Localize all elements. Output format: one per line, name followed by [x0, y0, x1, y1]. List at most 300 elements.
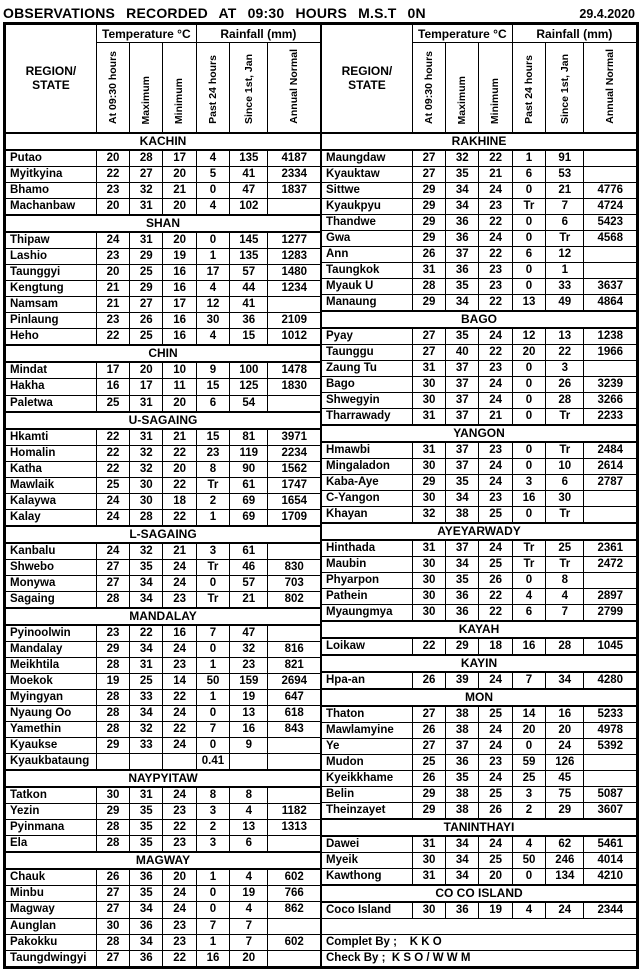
station-name: Kyaukse	[6, 738, 97, 754]
station-row	[322, 787, 637, 803]
value-cell: Tr	[196, 477, 229, 493]
report-title: OBSERVATIONS RECORDED AT 09:30 HOURS M.S.T 0N	[3, 5, 426, 21]
station-row	[322, 672, 637, 689]
value-cell: 31	[412, 869, 445, 886]
value-cell: 61	[230, 477, 268, 493]
section-title: MAGWAY	[6, 852, 321, 869]
value-cell: Tr	[546, 442, 584, 459]
value-cell: 3607	[584, 803, 637, 820]
station-name: Mudon	[322, 755, 413, 771]
value-cell: 38	[446, 803, 479, 820]
value-cell: 618	[268, 706, 321, 722]
station-name: Minbu	[6, 886, 97, 902]
value-cell: 57	[230, 575, 268, 591]
titlebar	[3, 2, 637, 21]
station-row	[6, 820, 321, 836]
value-cell: 16	[230, 722, 268, 738]
value-cell: 1837	[268, 183, 321, 199]
station-row	[6, 722, 321, 738]
value-cell: 8	[196, 787, 229, 804]
section-title: U-SAGAING	[6, 412, 321, 429]
section-header-row	[322, 655, 637, 672]
value-cell: 2361	[584, 540, 637, 557]
value-cell: 30	[546, 491, 584, 507]
value-cell: 30	[412, 902, 445, 919]
region-header-line1: REGION/	[341, 63, 393, 78]
value-cell: 41	[230, 167, 268, 183]
station-row	[6, 836, 321, 853]
station-row	[6, 461, 321, 477]
value-cell: 2334	[268, 167, 321, 183]
station-row	[6, 658, 321, 674]
value-cell: 36	[230, 313, 268, 329]
value-cell: 29	[96, 804, 129, 820]
value-cell: 29	[412, 295, 445, 312]
value-cell: 7	[230, 934, 268, 950]
value-cell: 47	[230, 625, 268, 642]
value-cell: 24	[163, 641, 196, 657]
station-row	[6, 738, 321, 754]
value-cell: 31	[412, 263, 445, 279]
station-row	[6, 918, 321, 934]
value-cell: 3	[196, 543, 229, 560]
value-cell: 24	[96, 509, 129, 526]
value-cell: 13	[230, 706, 268, 722]
value-cell: 100	[230, 362, 268, 379]
value-cell: 21	[96, 297, 129, 313]
value-cell	[584, 507, 637, 524]
station-name: Kengtung	[6, 281, 97, 297]
value-cell: 34	[130, 641, 163, 657]
value-cell: 1182	[268, 804, 321, 820]
station-name: Kyeikkhame	[322, 771, 413, 787]
section-title: L-SAGAING	[6, 526, 321, 543]
value-cell	[584, 263, 637, 279]
value-cell: 2233	[584, 409, 637, 426]
value-cell: 602	[268, 869, 321, 886]
station-name: Zaung Tu	[322, 361, 413, 377]
value-cell: 4	[230, 902, 268, 918]
value-cell: 24	[479, 377, 512, 393]
value-cell: 69	[230, 493, 268, 509]
value-cell: 26	[412, 247, 445, 263]
value-cell: Tr	[546, 231, 584, 247]
temperature-group-header: Temperature °C	[96, 25, 196, 43]
value-cell: 23	[163, 836, 196, 853]
value-cell: 26	[96, 869, 129, 886]
station-name: Kanbalu	[6, 543, 97, 560]
value-cell: 30	[412, 491, 445, 507]
value-cell: 29	[130, 281, 163, 297]
value-cell: 37	[446, 459, 479, 475]
station-row	[6, 199, 321, 216]
value-cell: 1	[196, 934, 229, 950]
value-cell: 16	[163, 329, 196, 346]
value-cell: 23	[96, 313, 129, 329]
value-cell	[268, 297, 321, 313]
value-cell: 22	[163, 722, 196, 738]
station-name: Thaton	[322, 706, 413, 723]
value-cell: 16	[163, 313, 196, 329]
station-row	[6, 575, 321, 591]
value-cell: Tr	[196, 591, 229, 608]
value-cell	[584, 755, 637, 771]
value-cell: 22	[479, 150, 512, 167]
value-cell: 14	[512, 706, 545, 723]
value-cell: 0	[512, 361, 545, 377]
value-cell: 5392	[584, 739, 637, 755]
value-cell: 7	[196, 625, 229, 642]
value-cell	[230, 754, 268, 771]
station-row	[6, 445, 321, 461]
value-cell: 27	[96, 950, 129, 966]
value-cell: 24	[163, 575, 196, 591]
value-cell: 7	[512, 672, 545, 689]
left-table-header	[6, 25, 321, 134]
value-cell: 16	[163, 281, 196, 297]
value-cell: 25	[479, 853, 512, 869]
value-cell: 25	[412, 755, 445, 771]
value-cell: 8	[546, 573, 584, 589]
value-cell: 26	[479, 573, 512, 589]
section-title: YANGON	[322, 425, 637, 442]
value-cell: Tr	[546, 557, 584, 573]
value-cell: 25	[96, 477, 129, 493]
value-cell: 28	[96, 591, 129, 608]
value-cell: 30	[412, 589, 445, 605]
value-cell: 27	[412, 739, 445, 755]
value-cell: 22	[96, 429, 129, 446]
station-row	[322, 231, 637, 247]
value-cell: 0	[512, 279, 545, 295]
value-cell: 23	[479, 491, 512, 507]
value-cell: 22	[163, 820, 196, 836]
value-cell: 20	[130, 362, 163, 379]
station-name: Monywa	[6, 575, 97, 591]
station-name: Taungkok	[322, 263, 413, 279]
value-cell: 27	[96, 902, 129, 918]
station-row	[322, 361, 637, 377]
value-cell	[163, 754, 196, 771]
value-cell: 14	[163, 674, 196, 690]
value-cell: 38	[446, 507, 479, 524]
station-row	[6, 674, 321, 690]
value-cell: 1238	[584, 328, 637, 345]
value-cell: 0	[196, 183, 229, 199]
station-name: Homalin	[6, 445, 97, 461]
section-header-row	[322, 311, 637, 328]
value-cell: 35	[446, 573, 479, 589]
value-cell: 30	[130, 493, 163, 509]
value-cell: 26	[479, 803, 512, 820]
value-cell: 10	[163, 362, 196, 379]
value-cell: 36	[130, 869, 163, 886]
value-cell: 20	[96, 150, 129, 167]
station-name: Yezin	[6, 804, 97, 820]
value-cell: 0	[196, 902, 229, 918]
station-name: Mingaladon	[322, 459, 413, 475]
value-cell: 4	[196, 150, 229, 167]
value-cell: 22	[479, 215, 512, 231]
value-cell: 25	[512, 771, 545, 787]
value-cell: 27	[412, 345, 445, 361]
value-cell: 28	[412, 279, 445, 295]
value-cell: 24	[163, 706, 196, 722]
value-cell: 25	[130, 265, 163, 281]
value-cell: 24	[96, 232, 129, 249]
value-cell: 32	[230, 641, 268, 657]
value-cell: 38	[446, 723, 479, 739]
value-cell: 18	[163, 493, 196, 509]
value-cell: 29	[412, 803, 445, 820]
station-name: Kalay	[6, 509, 97, 526]
value-cell: 703	[268, 575, 321, 591]
station-name: Aunglan	[6, 918, 97, 934]
value-cell: 4	[512, 589, 545, 605]
station-row	[322, 771, 637, 787]
station-row	[6, 690, 321, 706]
value-cell: 34	[546, 672, 584, 689]
station-row	[322, 706, 637, 723]
station-row	[6, 950, 321, 966]
left-observations-table	[5, 24, 321, 967]
value-cell: 19	[230, 886, 268, 902]
value-cell: 2484	[584, 442, 637, 459]
value-cell: 23	[96, 183, 129, 199]
station-name: Taunggyi	[6, 265, 97, 281]
right-table-header	[322, 25, 637, 134]
station-name: Myeik	[322, 853, 413, 869]
station-row	[322, 853, 637, 869]
value-cell: 20	[96, 265, 129, 281]
station-name: Pakokku	[6, 934, 97, 950]
value-cell: 28	[96, 690, 129, 706]
col-header-since1jan: Since 1st, Jan	[546, 43, 584, 134]
value-cell: 21	[163, 429, 196, 446]
station-row	[6, 232, 321, 249]
value-cell: 23	[479, 755, 512, 771]
value-cell: 29	[446, 638, 479, 655]
value-cell: 29	[412, 199, 445, 215]
station-name: Ela	[6, 836, 97, 853]
value-cell	[268, 199, 321, 216]
value-cell: 36	[130, 950, 163, 966]
value-cell: 32	[412, 507, 445, 524]
value-cell: 20	[479, 869, 512, 886]
value-cell: 3	[512, 787, 545, 803]
station-row	[322, 475, 637, 491]
value-cell: 12	[512, 328, 545, 345]
value-cell: 41	[230, 297, 268, 313]
value-cell: 2897	[584, 589, 637, 605]
station-name: Maubin	[322, 557, 413, 573]
section-header-row	[322, 621, 637, 638]
value-cell: 24	[479, 540, 512, 557]
value-cell: 4864	[584, 295, 637, 312]
value-cell: 24	[479, 393, 512, 409]
value-cell: 36	[446, 589, 479, 605]
value-cell: 4568	[584, 231, 637, 247]
value-cell: 8	[196, 461, 229, 477]
value-cell: Tr	[196, 559, 229, 575]
station-name: Pyay	[322, 328, 413, 345]
station-row	[322, 723, 637, 739]
value-cell	[268, 836, 321, 853]
col-header-minimum: Minimum	[163, 43, 196, 134]
value-cell: 31	[412, 540, 445, 557]
value-cell: 23	[163, 918, 196, 934]
value-cell: 119	[230, 445, 268, 461]
station-row	[6, 183, 321, 199]
section-header-row	[6, 608, 321, 625]
col-header-past24: Past 24 hours	[196, 43, 229, 134]
station-name: Chauk	[6, 869, 97, 886]
station-name: Ye	[322, 739, 413, 755]
value-cell: 37	[446, 739, 479, 755]
value-cell	[584, 150, 637, 167]
station-row	[322, 247, 637, 263]
station-row	[322, 589, 637, 605]
station-row	[6, 886, 321, 902]
value-cell: 1283	[268, 249, 321, 265]
value-cell: 5087	[584, 787, 637, 803]
value-cell: 0	[196, 641, 229, 657]
value-cell: 4210	[584, 869, 637, 886]
value-cell: 31	[130, 199, 163, 216]
station-row	[322, 638, 637, 655]
station-name: Hkamti	[6, 429, 97, 446]
station-name: Tatkon	[6, 787, 97, 804]
value-cell: 37	[446, 540, 479, 557]
value-cell: 49	[546, 295, 584, 312]
value-cell: 6	[512, 167, 545, 183]
value-cell: 0	[512, 869, 545, 886]
value-cell: 24	[163, 886, 196, 902]
value-cell: 21	[163, 183, 196, 199]
value-cell: 47	[230, 183, 268, 199]
station-row	[6, 477, 321, 493]
footer-text	[322, 919, 637, 935]
station-row	[322, 183, 637, 199]
value-cell: 34	[130, 591, 163, 608]
value-cell: 23	[479, 442, 512, 459]
value-cell: 38	[446, 787, 479, 803]
value-cell: 27	[130, 167, 163, 183]
rainfall-group-header: Rainfall (mm)	[196, 25, 320, 43]
station-name: Taunggu	[322, 345, 413, 361]
value-cell: 4014	[584, 853, 637, 869]
col-header-since1jan: Since 1st, Jan	[230, 43, 268, 134]
value-cell: 22	[479, 247, 512, 263]
region-state-header	[6, 25, 97, 134]
value-cell	[268, 787, 321, 804]
value-cell: 0	[196, 706, 229, 722]
value-cell	[268, 918, 321, 934]
section-title: MON	[322, 689, 637, 706]
value-cell: 34	[446, 853, 479, 869]
value-cell: 28	[96, 820, 129, 836]
value-cell	[96, 754, 129, 771]
value-cell: 2109	[268, 313, 321, 329]
value-cell: 24	[479, 836, 512, 853]
station-row	[322, 739, 637, 755]
value-cell: 34	[446, 836, 479, 853]
value-cell: 29	[96, 738, 129, 754]
value-cell: 25	[479, 507, 512, 524]
station-name: Maungdaw	[322, 150, 413, 167]
station-row	[6, 249, 321, 265]
value-cell: 17	[96, 362, 129, 379]
value-cell: 0	[512, 507, 545, 524]
section-title: AYEYARWADY	[322, 523, 637, 540]
value-cell: 9	[196, 362, 229, 379]
value-cell: 1	[512, 150, 545, 167]
value-cell: 13	[546, 328, 584, 345]
value-cell	[268, 625, 321, 642]
station-name: Kyaukbataung	[6, 754, 97, 771]
value-cell: 26	[412, 723, 445, 739]
value-cell: 34	[446, 183, 479, 199]
station-row	[6, 787, 321, 804]
value-cell: 24	[479, 723, 512, 739]
station-row	[6, 509, 321, 526]
value-cell: 0	[512, 377, 545, 393]
value-cell: 134	[546, 869, 584, 886]
value-cell: 22	[96, 445, 129, 461]
value-cell: 33	[130, 690, 163, 706]
value-cell: 34	[446, 199, 479, 215]
station-name: Ann	[322, 247, 413, 263]
station-row	[6, 543, 321, 560]
value-cell: 246	[546, 853, 584, 869]
value-cell: 7	[546, 605, 584, 622]
value-cell: 13	[512, 295, 545, 312]
value-cell: 15	[196, 379, 229, 395]
value-cell: 61	[230, 543, 268, 560]
section-header-row	[6, 526, 321, 543]
value-cell: 36	[130, 918, 163, 934]
value-cell: 21	[546, 183, 584, 199]
section-title: MANDALAY	[6, 608, 321, 625]
section-header-row	[6, 412, 321, 429]
station-row	[6, 934, 321, 950]
value-cell: 19	[230, 690, 268, 706]
value-cell: 0.41	[196, 754, 229, 771]
value-cell: 22	[96, 329, 129, 346]
value-cell: 59	[512, 755, 545, 771]
value-cell: 24	[96, 543, 129, 560]
value-cell: 4	[196, 281, 229, 297]
value-cell: 91	[546, 150, 584, 167]
value-cell: 830	[268, 559, 321, 575]
value-cell: 30	[130, 477, 163, 493]
value-cell: 21	[479, 167, 512, 183]
value-cell: 22	[479, 345, 512, 361]
footer-text: Check By ; K S O / W W M	[322, 951, 637, 967]
value-cell: 28	[96, 658, 129, 674]
col-header-maximum: Maximum	[446, 43, 479, 134]
station-row	[6, 706, 321, 722]
value-cell: 46	[230, 559, 268, 575]
station-name: Kyauktaw	[322, 167, 413, 183]
value-cell: 19	[163, 249, 196, 265]
value-cell: 22	[96, 167, 129, 183]
value-cell: 15	[196, 429, 229, 446]
station-row	[322, 507, 637, 524]
station-name: C-Yangon	[322, 491, 413, 507]
value-cell: 843	[268, 722, 321, 738]
station-row	[6, 395, 321, 412]
